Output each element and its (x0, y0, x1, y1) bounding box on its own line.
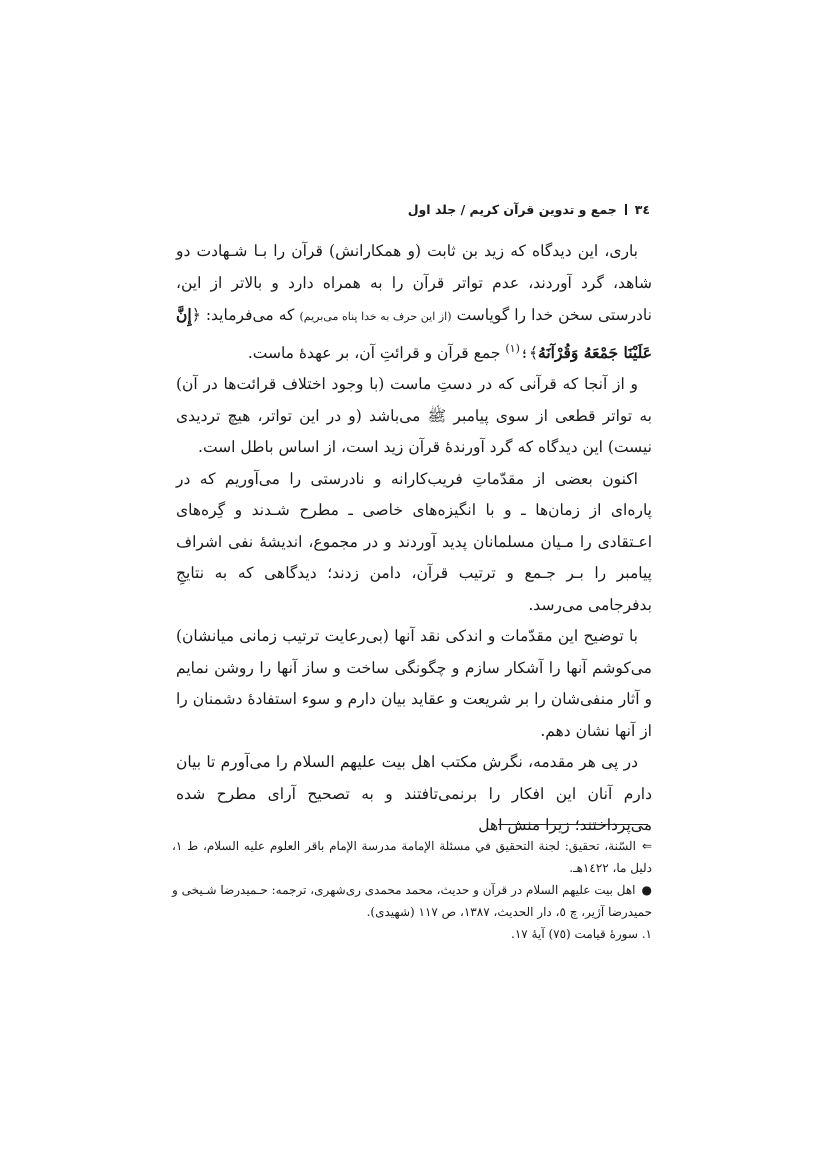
parenthetical-note: (از این حرف به خدا پناه می‌بریم) (299, 310, 452, 323)
paragraph-1-text-b: که می‌فرماید: ﴿ (191, 306, 295, 324)
paragraph-1-text-d: جمع قرآن و قرائتِ آن، بر عهدهٔ ماست. (247, 343, 501, 362)
footnote-divider (498, 824, 648, 825)
footnote-continued-text: السّنة، تحقيق: لجنة التحقيق في مسئلة الإمامة مدرسة الإمام باقر العلوم علیه السلام، ط ١، دليل ما، ١٤٢٢هـ. (172, 839, 652, 875)
running-header (407, 197, 650, 221)
footnotes (172, 835, 652, 945)
verse-close: ﴾؛ (519, 343, 539, 362)
paragraph-1 (176, 236, 652, 369)
square-ornament-icon (625, 204, 627, 215)
paragraph-2: و از آنجا که قرآنی که در دستِ ماست (با وجود اختلاف قرائت‌ها در آن) به تواتر قطعی از سوی پیامبر ﷺ می‌باشد (و در این تواتر، هیچ تردیدی نیست) این دیدگاه که گرد آورندهٔ قرآن زید است، از اساس باطل است. (176, 375, 652, 457)
bullet-icon: ● (641, 883, 652, 897)
book-title: جمع و تدوین قرآن کریم / جلد اول (407, 201, 617, 217)
paragraph-3: اکنون بعضی از مقدّماتِ فریب‌کارانه و نادرستی را می‌آوریم که در پاره‌ای از زمان‌ها ـ و با انگیزه‌های خاصی ـ مطرح شـدند و گِره‌های اعـتقادی را مـیان مسلمانان پدید آوردند و در مجموع، اندیشهٔ نفی اشراف پیامبر را بـر جـمع و ترتیب قرآن، دامن زدند؛ دیدگاهی که به نتایجِ بدفرجامی می‌رسد. (176, 469, 652, 614)
body-text (176, 236, 652, 842)
footnote-continued (172, 835, 652, 879)
footnote-bullet-text: اهل بیت علیهم السلام در قرآن و حدیث، محمد محمدی ری‌شهری، ترجمه: حـمیدرضا شـیخی و حمیدرضا آژیر، چ ٥، دار الحدیث، ١٣٨٧، ص ١١٧ (شهیدی). (172, 883, 652, 919)
continuation-arrow-icon: ⇐ (641, 839, 652, 853)
paragraph-4: با توضیح این مقدّمات و اندکی نقد آنها (بی‌رعایت ترتیب زمانی میانشان) می‌کوشم آنها را آشکار سازم و چگونگی ساخت و ساز آنها را روشن نمایم و آثار منفی‌شان را بر شریعت و عقاید بیان دارم و سوء استفادهٔ دشمنان را از آنها نشان دهم. (176, 627, 652, 740)
footnote-bullet (172, 879, 652, 923)
paragraph-5: در پی هر مقدمه، نگرش مکتب اهل بیت علیهم السلام را می‌آورم تا بیان دارم آنان این افکار را برنمی‌تافتند و به تصحیح آرای مطرح شده می‌پرداختند؛ زیرا منش اهل (176, 753, 652, 835)
paragraph-1-text: باری، این دیدگاه که زید بن ثابت (و همکارانش) قرآن را بـا شـهادت دو شاهد، گرد آوردند، عدم تواتر قرآن را به همراه دارد و بالاتر از این، نادرستی سخن خدا را گویاست (176, 242, 652, 324)
quran-verse: إِنَّ عَلَيْنَا جَمْعَهُ وَقُرْآنَهُ (176, 305, 652, 362)
page-number: ٣٤ (634, 201, 650, 217)
footnote-1: ١. سورهٔ قیامت (٧٥) آیهٔ ١٧. (511, 927, 652, 941)
footnote-ref: (١) (505, 341, 520, 355)
